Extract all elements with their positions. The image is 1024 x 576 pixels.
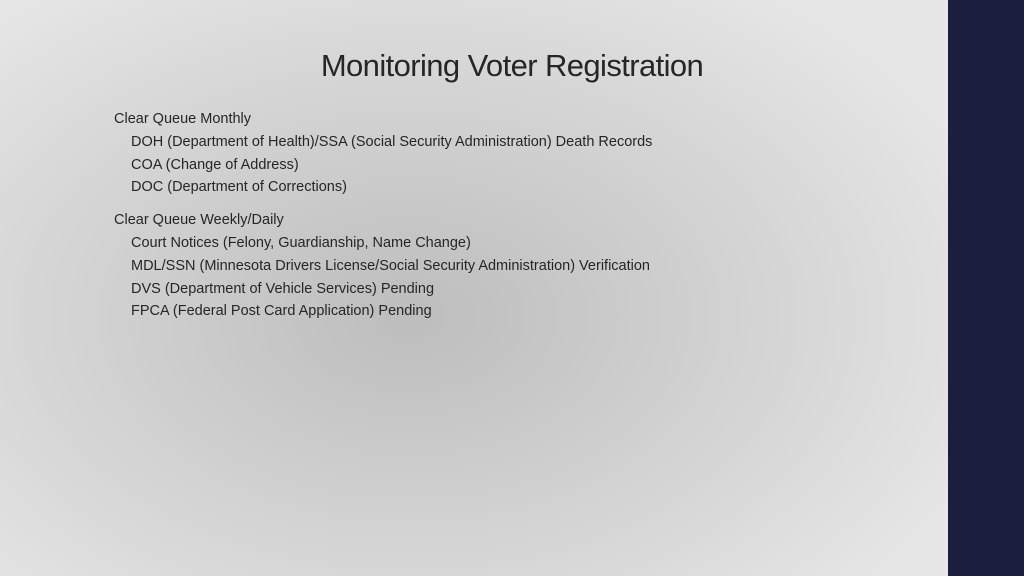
list-item: DOH (Department of Health)/SSA (Social Security Administration) Death Records <box>131 133 653 150</box>
list-item: COA (Change of Address) <box>131 156 299 173</box>
slide-title: Monitoring Voter Registration <box>320 48 704 83</box>
section-weekly-daily <box>114 209 914 323</box>
section-heading: Clear Queue Weekly/Daily <box>114 212 284 229</box>
slide-body <box>114 108 914 333</box>
list-item: Court Notices (Felony, Guardianship, Name Change) <box>131 234 471 251</box>
section-heading: Clear Queue Monthly <box>114 111 252 127</box>
sub-list <box>114 232 914 323</box>
list-item: MDL/SSN (Minnesota Drivers License/Social Security Administration) Verification <box>131 257 650 274</box>
list-item: DVS (Department of Vehicle Services) Pending <box>131 280 435 297</box>
list-item: FPCA (Federal Post Card Application) Pending <box>131 303 432 320</box>
sub-list <box>114 131 914 199</box>
section-monthly <box>114 108 914 199</box>
list-item: DOC (Department of Corrections) <box>131 179 347 196</box>
accent-sidebar <box>948 0 1024 576</box>
